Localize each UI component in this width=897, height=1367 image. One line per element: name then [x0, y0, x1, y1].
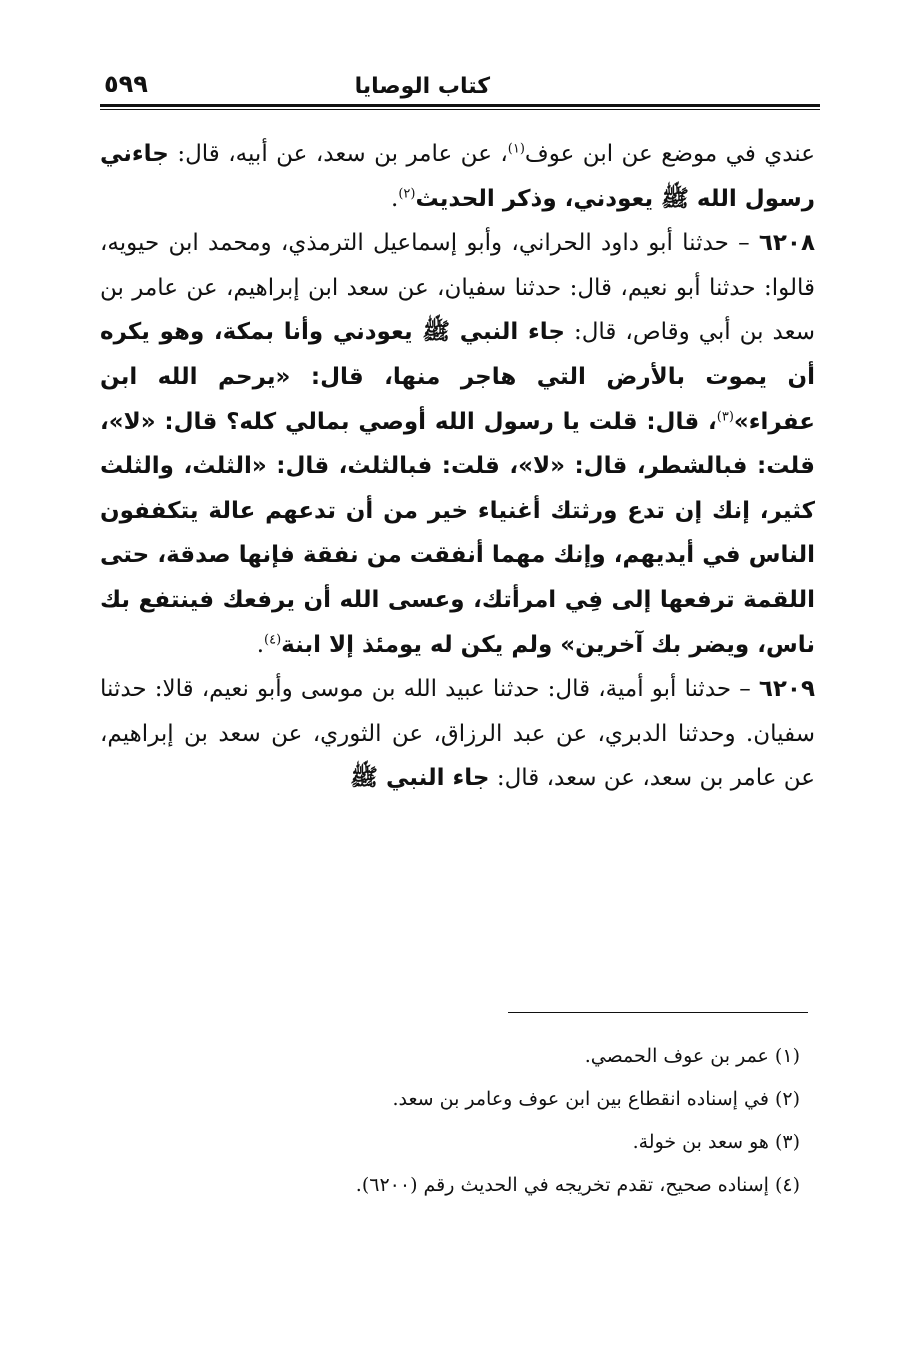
bold-matn: جاء النبي ﷺ	[350, 765, 490, 792]
footnote-3: (٣) هو سعد بن خولة.	[632, 1131, 800, 1153]
text-run: .	[391, 185, 399, 212]
footnote-ref-1: (١)	[507, 141, 525, 157]
footnote-ref-3: (٣)	[716, 408, 734, 424]
text-run: عندي في موضع عن ابن عوف	[524, 141, 815, 167]
main-text	[100, 132, 815, 801]
header-rule	[100, 104, 820, 107]
running-header	[100, 68, 820, 108]
chapter-title: كتاب الوصايا	[354, 74, 490, 99]
footnote-separator	[508, 1012, 808, 1013]
text-run: .	[256, 631, 265, 658]
footnote-ref-2: (٢)	[398, 185, 416, 201]
paragraph-1	[100, 132, 815, 221]
footnotes	[100, 1035, 800, 1207]
hadith-6208	[100, 221, 815, 667]
footnote-2: (٢) في إسناده انقطاع بين ابن عوف وعامر بن سعد.	[392, 1088, 800, 1110]
hadith-number: ٦٢٠٩	[758, 676, 815, 703]
isnad-text: – حدثنا أبو داود الحراني، وأبو إسماعيل الترمذي، ومحمد ابن حيويه، قالوا: حدثنا أبو نعيم، قال: حدثنا سفيان، عن سعد ابن إبراهيم، عن عامر بن سعد بن أبي وقاص، قال:	[100, 230, 815, 346]
isnad-text: – حدثنا أبو أمية، قال: حدثنا عبيد الله بن موسى وأبو نعيم، قالا: حدثنا سفيان. وحدثنا الدبري، عن عبد الرزاق، عن الثوري، عن سعد بن إبراهيم، عن عامر بن سعد، عن سعد، قال:	[100, 676, 815, 792]
footnote-ref-4: (٤)	[264, 631, 282, 647]
page-number: ٥٩٩	[104, 70, 148, 98]
footnote-4: (٤) إسناده صحيح، تقدم تخريجه في الحديث رقم (٦٢٠٠).	[355, 1174, 800, 1196]
hadith-number: ٦٢٠٨	[758, 230, 815, 257]
header-rule-thin	[100, 109, 820, 110]
footnote-1: (١) عمر بن عوف الحمصي.	[584, 1045, 800, 1067]
hadith-6209	[100, 667, 815, 801]
bold-matn-continued: ، قال: قلت يا رسول الله أوصي بمالي كله؟ قال: «لا»، قلت: فبالشطر، قال: «لا»، قلت: فبالثلث، قال: «الثلث، والثلث كثير، إنك إن تدع ورثتك أغنياء خير من أن تدعهم عالة يتكففون الناس في أيديهم، وإنك مهما أنفقت من نفقة فإنها صدقة، حتى اللقمة ترفعها إلى فِي امرأتك، وعسى الله أن يرفعك فينتفع بك ناس، ويضر بك آخرين» ولم يكن له يومئذ إلا ابنة	[100, 408, 815, 658]
bold-matn: جاء النبي ﷺ يعودني وأنا بمكة، وهو يكره أن يموت بالأرض التي هاجر منها، قال: «يرحم الله ابن عفراء»	[100, 319, 815, 435]
text-run: ، عن عامر بن سعد، عن أبيه، قال:	[168, 141, 508, 167]
bold-quote: جاءني رسول الله ﷺ يعودني، وذكر الحديث	[100, 141, 815, 212]
